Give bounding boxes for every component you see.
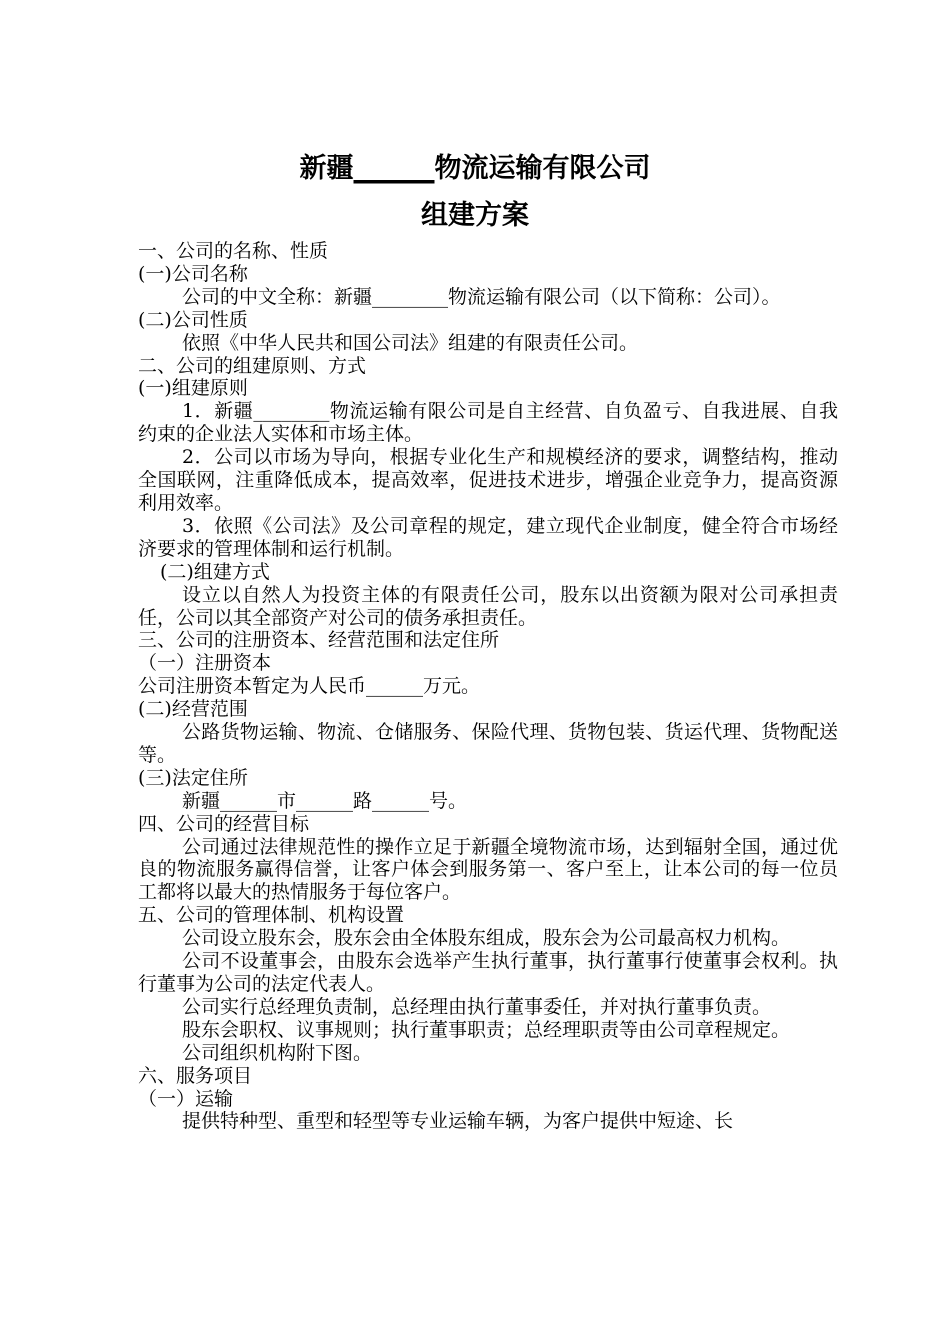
section-heading: 六、服务项目 [138,1064,253,1087]
subsection-heading: (一)公司名称 [138,262,248,285]
title-blank: ______ [353,153,435,184]
document-title-line-1 [0,152,950,186]
paragraph: 公司通过法律规范性的操作立足于新疆全境物流市场，达到辐射全国，通过优良的物流服务赢得信誉，让客户体会到服务第一、客户至上，让本公司的每一位员工都将以最大的热情服务于每位客户。 [138,835,838,904]
paragraph: 提供特种型、重型和轻型等专业运输车辆，为客户提供中短途、长 [182,1110,734,1133]
section-heading: 四、公司的经营目标 [138,812,310,835]
paragraph: 3．依照《公司法》及公司章程的规定，建立现代企业制度，健全符合市场经济要求的管理体制和运行机制。 [138,514,838,560]
paragraph: 2．公司以市场为导向，根据专业化生产和规模经济的要求，调整结构，推动全国联网，注重降低成本，提高效率，促进技术进步，增强企业竞争力，提高资源利用效率。 [138,446,838,514]
paragraph: 公司注册资本暂定为人民币______万元。 [138,675,481,698]
paragraph: 1．新疆________物流运输有限公司是自主经营、自负盈亏、自我进展、自我约束的企业法人实体和市场主体。 [138,400,838,446]
paragraph: 依照《中华人民共和国公司法》组建的有限责任公司。 [182,331,639,354]
subsection-heading: (三)法定住所 [138,766,248,789]
subsection-heading: （一）注册资本 [138,652,272,675]
paragraph: 新疆______市______路______号。 [182,789,468,812]
paragraph: 公司实行总经理负责制，总经理由执行董事委任，并对执行董事负责。 [182,995,772,1018]
paragraph: 公司不设董事会，由股东会选举产生执行董事，执行董事行使董事会权利。执行董事为公司的法定代表人。 [138,950,838,995]
section-heading: 二、公司的组建原则、方式 [138,354,367,377]
document-title-line-2: 组建方案 [421,200,529,231]
subsection-heading: (二)经营范围 [138,698,248,721]
section-heading: 三、公司的注册资本、经营范围和法定住所 [138,629,500,652]
paragraph: 公路货物运输、物流、仓储服务、保险代理、货物包装、货运代理、货物配送等。 [138,721,838,766]
subsection-heading: (二)组建方式 [160,560,270,583]
paragraph: 公司设立股东会，股东会由全体股东组成，股东会为公司最高权力机构。 [182,927,791,950]
paragraph: 设立以自然人为投资主体的有限责任公司，股东以出资额为限对公司承担责任，公司以其全部资产对公司的债务承担责任。 [138,583,838,629]
title-suffix: 物流运输有限公司 [434,153,651,184]
subsection-heading: (一)组建原则 [138,377,248,400]
section-heading: 五、公司的管理体制、机构设置 [138,904,405,927]
paragraph: 公司组织机构附下图。 [182,1041,373,1064]
subsection-heading: （一）运输 [138,1087,234,1110]
document-body [138,240,838,1133]
section-heading: 一、公司的名称、性质 [138,240,329,262]
paragraph: 股东会职权、议事规则；执行董事职责；总经理职责等由公司章程规定。 [182,1018,791,1041]
title-prefix: 新疆 [299,153,354,184]
paragraph: 公司的中文全称：新疆________物流运输有限公司（以下简称：公司）。 [182,285,781,308]
subsection-heading: (二)公司性质 [138,308,248,331]
